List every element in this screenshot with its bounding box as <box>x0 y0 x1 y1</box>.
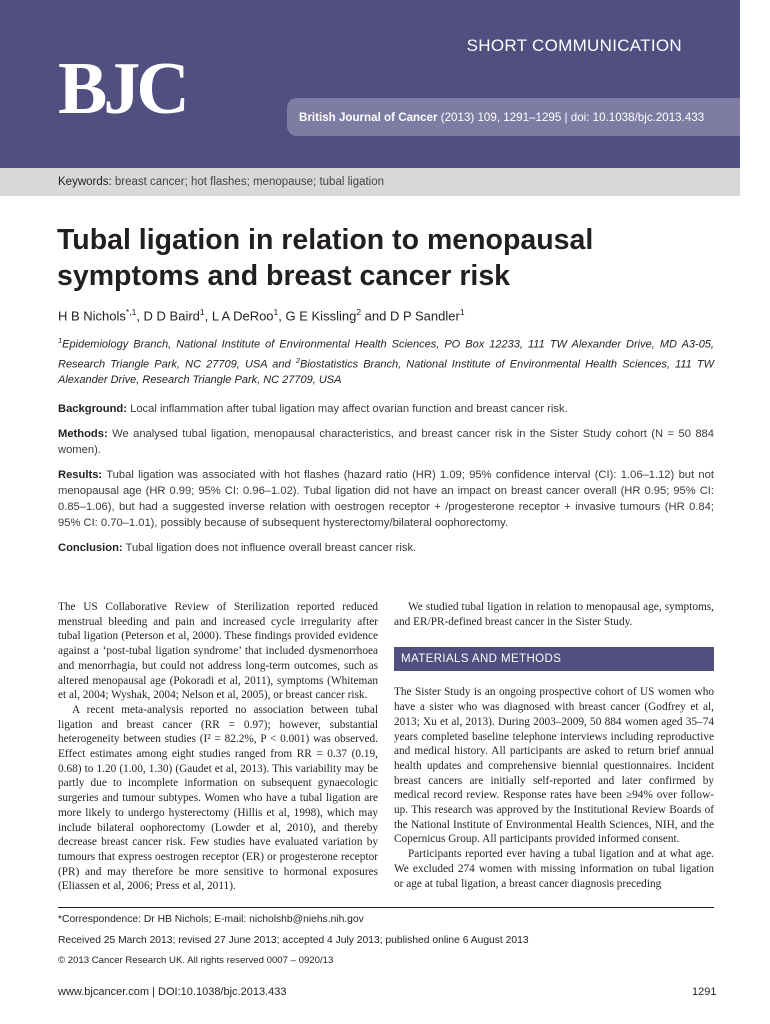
keywords-label: Keywords: <box>58 176 112 188</box>
section-heading: MATERIALS AND METHODS <box>394 647 714 671</box>
body-paragraph: We studied tubal ligation in relation to menopausal age, symptoms, and ER/PR-defined breast cancer in the Sister Study. <box>394 601 714 628</box>
received-dates: Received 25 March 2013; revised 27 June 2013; accepted 4 July 2013; published online 6 August 2013 <box>58 935 529 946</box>
abstract-results <box>58 467 714 531</box>
footer-website-doi: www.bjcancer.com | DOI:10.1038/bjc.2013.433 <box>58 986 287 998</box>
correspondence-note: *Correspondence: Dr HB Nichols; E-mail: nicholshb@niehs.nih.gov <box>58 914 364 925</box>
affiliation-text: Biostatistics Branch, National Institute of Environmental Health Sciences, 111 TW Alexander Drive, Research Triangle Park, NC 27709, USA <box>58 358 714 387</box>
abstract-label: Methods: <box>58 428 108 440</box>
author-name: and D P Sandler <box>361 308 460 324</box>
citation-bar <box>287 98 740 136</box>
abstract-methods <box>58 426 714 458</box>
author-affiliation-mark: *,1 <box>125 307 137 317</box>
body-paragraph: The Sister Study is an ongoing prospective cohort of US women who have a sister who was diagnosed with breast cancer (Godfrey et al, 2013; Xu et al, 2013). During 2003–2009, 50 884 women aged 35–74 years completed baseline telephone interviews including reproductive and medical history. All participants are asked to return brief annual health updates and comprehensive biennial questionnaires. Incident breast cancers are initially self-reported and later confirmed by medical record review. Response rates have been ≥94% over follow-up. This research was approved by the Institutional Review Boards of the National Institute of Environmental Health Sciences, NIH, and the Copernicus Group. All participants provided informed consent. <box>394 686 714 846</box>
body-column-left <box>58 600 378 894</box>
section-label: SHORT COMMUNICATION <box>466 36 682 55</box>
journal-name: British Journal of Cancer <box>299 110 438 124</box>
footnote-divider <box>58 907 714 908</box>
author-affiliation-mark: 1 <box>273 307 279 317</box>
keywords-values: breast cancer; hot flashes; menopause; tubal ligation <box>114 176 385 188</box>
affiliation-text: Epidemiology Branch, National Institute of Environmental Health Sciences, PO Box 12233, 111 TW Alexander Drive, MD A3-05, Research Triangle Park, NC 27709, USA and <box>58 338 714 371</box>
author-affiliation-mark: 1 <box>199 307 205 317</box>
abstract-label: Background: <box>58 403 127 415</box>
abstract-label: Results: <box>58 469 103 481</box>
author-name: , G E Kissling <box>278 308 357 324</box>
author-name: H B Nichols <box>58 308 126 324</box>
author-list <box>58 307 465 323</box>
body-column-right <box>394 600 714 891</box>
body-paragraph: A recent meta-analysis reported no association between tubal ligation and breast cancer (RR = 0.97); however, substantial heterogeneity between studies (I² = 82.2%, P < 0.001) was observed. Effect estimates among eight studies ranged from RR = 0.37 (0.19, 0.68) to 1.20 (1.00, 1.30) (Gaudet et al, 2013). This variability may be partly due to incomplete information on subsequent gynaecologic surgeries and tumour subtypes. Women who have a tubal ligation are more likely to undergo hysterectomy (Hillis et al, 1998), which may include bilateral oophorectomy (Lowder et al, 2010), and thereby decrease breast cancer risk. Few studies have evaluated variation by tumours that express oestrogen receptor (ER) or progesterone receptor (PR) and may therefore be more sensitive to hormonal exposures (Eliassen et al, 2006; Press et al, 2011). <box>58 703 378 893</box>
author-affiliation-mark: 1 <box>459 307 465 317</box>
journal-logo: BJC <box>58 48 186 130</box>
journal-header <box>0 0 740 168</box>
body-paragraph: The US Collaborative Review of Sterilization reported reduced menstrual bleeding and pain and increased cycle irregularity after tubal ligation (Peterson et al, 2000). These findings provided evidence against a ‘post-tubal ligation syndrome’ that included dysmenorrhoea and menorrhagia, but could not address long-term outcomes, such as altered menopausal age (Pokoradi et al, 2011), symptoms (Whiteman et al, 2004; Wyshak, 2004; Nelson et al, 2005), or breast cancer risk. <box>58 601 378 702</box>
abstract-text: Tubal ligation was associated with hot flashes (hazard ratio (HR) 1.09; 95% confidence interval (CI): 1.06–1.12) but not menopausal age (HR 0.99; 95% CI: 0.96–1.02). Tubal ligation did not have an impact on breast cancer overall (HR 0.95; 95% CI: 0.85–1.06), but had a suggested inverse relation with oestrogen receptor + /progesterone receptor + invasive tumours (HR 0.84; 95% CI: 0.70–1.01), possibly because of subsequent hysterectomy/bilateral oophorectomy. <box>58 469 714 529</box>
abstract-background <box>58 401 714 417</box>
keywords-bar <box>0 168 740 196</box>
affiliation-mark: 1 <box>58 336 63 345</box>
abstract-text: Tubal ligation does not influence overall breast cancer risk. <box>122 542 417 554</box>
copyright-notice: © 2013 Cancer Research UK. All rights reserved 0007 – 0920/13 <box>58 955 334 966</box>
body-paragraph: Participants reported ever having a tubal ligation and at what age. We excluded 274 women with missing information on tubal ligation or age at tubal ligation, a breast cancer diagnosis preceding <box>394 848 714 890</box>
abstract-conclusion <box>58 540 714 556</box>
affiliation-mark: 2 <box>295 355 300 365</box>
author-affiliation-mark: 2 <box>356 307 362 317</box>
article-title: Tubal ligation in relation to menopausal symptoms and breast cancer risk <box>57 224 594 292</box>
abstract <box>58 401 714 565</box>
abstract-text: We analysed tubal ligation, menopausal characteristics, and breast cancer risk in the Sister Study cohort (N = 50 884 women). <box>58 428 714 456</box>
author-name: , L A DeRoo <box>204 308 274 324</box>
abstract-label: Conclusion: <box>58 542 123 554</box>
affiliations <box>58 333 714 388</box>
abstract-text: Local inflammation after tubal ligation may affect ovarian function and breast cancer risk. <box>127 403 568 415</box>
citation-text: (2013) 109, 1291–1295 | doi: 10.1038/bjc.2013.433 <box>440 110 705 124</box>
page-number: 1291 <box>692 986 717 998</box>
author-name: , D D Baird <box>136 308 200 324</box>
